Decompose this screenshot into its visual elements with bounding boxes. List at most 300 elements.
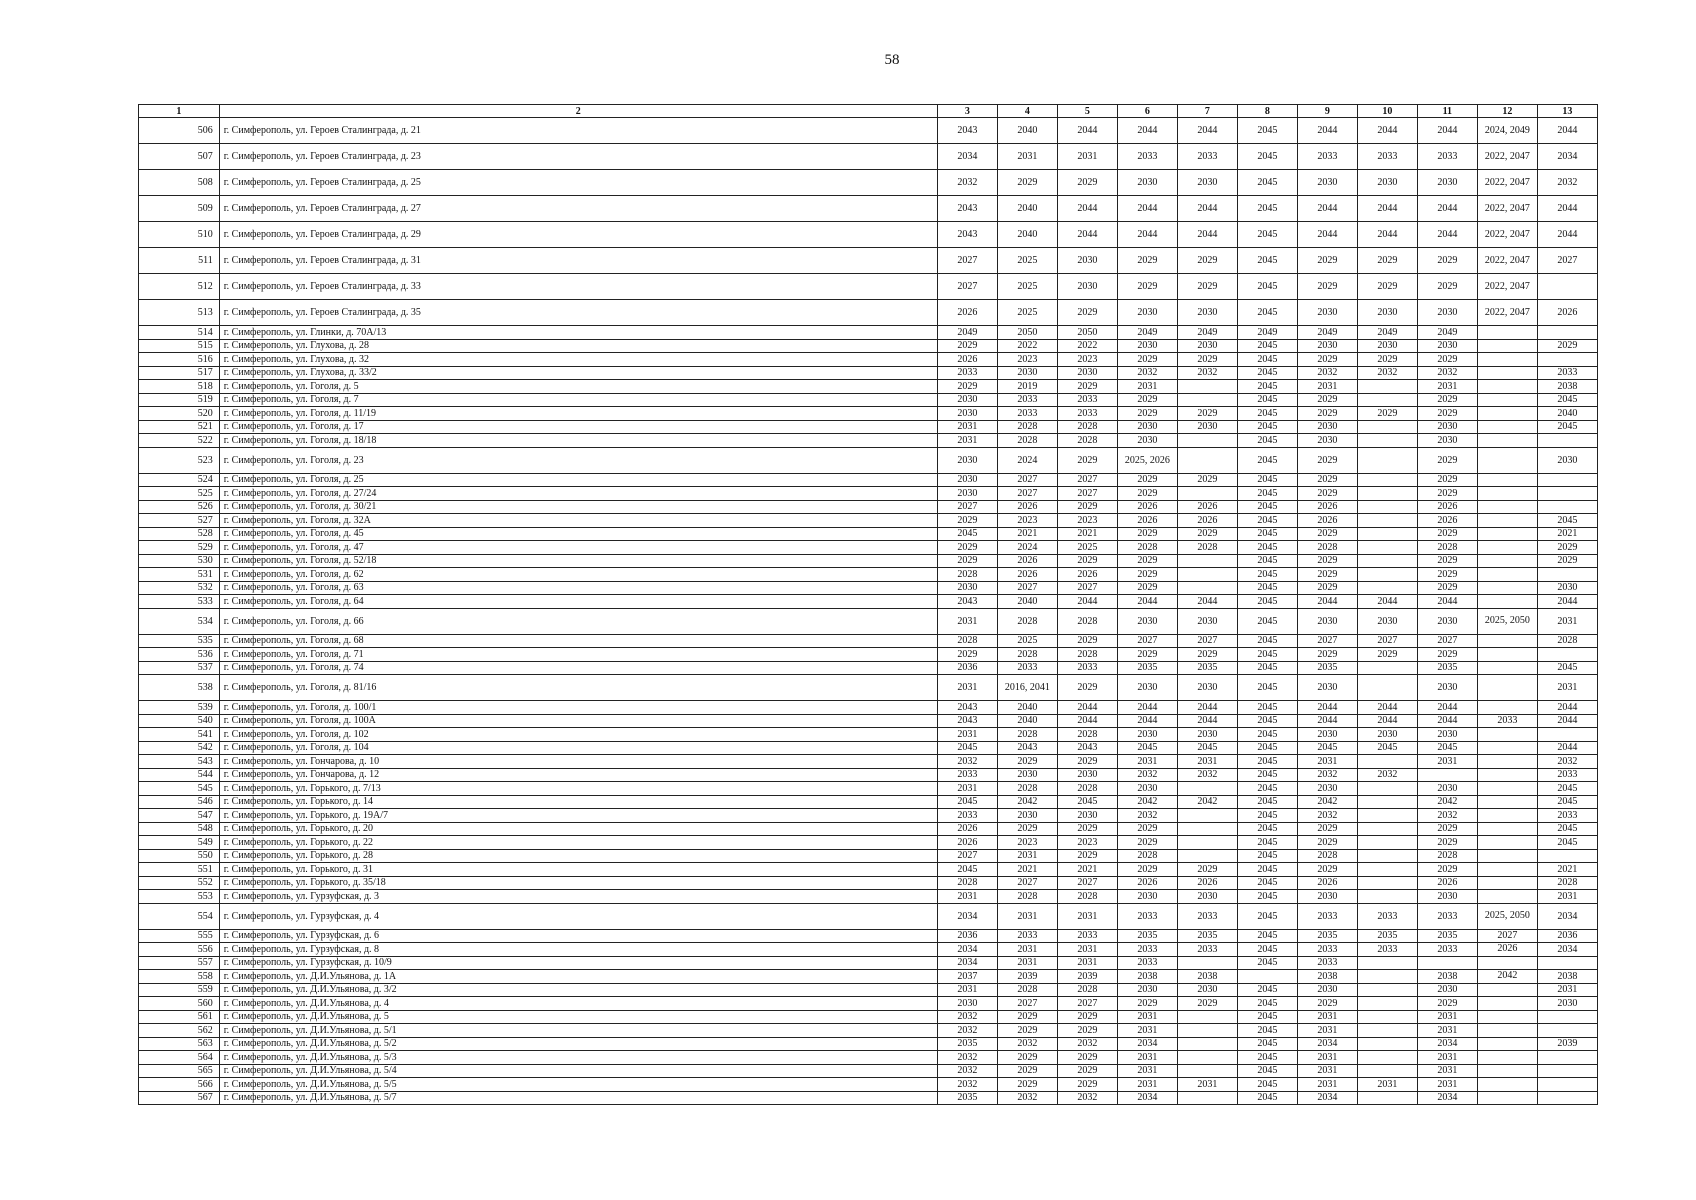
year-cell: 2030 <box>1537 581 1597 595</box>
year-cell <box>1477 500 1537 514</box>
table-row <box>139 768 1598 782</box>
row-number-cell: 553 <box>139 890 220 904</box>
year-cell: 2026 <box>1117 514 1177 528</box>
table-row <box>139 380 1598 394</box>
year-cell: 2029 <box>997 755 1057 769</box>
year-cell <box>1477 849 1537 863</box>
row-number-cell: 521 <box>139 420 220 434</box>
year-cell <box>1477 1051 1537 1065</box>
year-cell: 2021 <box>1537 527 1597 541</box>
year-cell: 2029 <box>1117 407 1177 421</box>
year-cell <box>1357 1024 1417 1038</box>
year-cell: 2044 <box>1057 701 1117 715</box>
year-cell <box>1477 1078 1537 1092</box>
year-cell: 2030 <box>1297 420 1357 434</box>
address-cell: г. Симферополь, ул. Д.И.Ульянова, д. 3/2 <box>219 983 937 997</box>
year-cell: 2029 <box>937 541 997 555</box>
year-cell <box>1477 809 1537 823</box>
address-cell: г. Симферополь, ул. Гоголя, д. 23 <box>219 447 937 473</box>
year-cell: 2045 <box>1237 755 1297 769</box>
year-cell: 2033 <box>1357 144 1417 170</box>
year-cell: 2029 <box>997 1024 1057 1038</box>
address-cell: г. Симферополь, ул. Д.И.Ульянова, д. 4 <box>219 997 937 1011</box>
year-cell: 2029 <box>1417 274 1477 300</box>
year-cell: 2038 <box>1537 970 1597 984</box>
year-cell: 2045 <box>1237 836 1297 850</box>
address-cell: г. Симферополь, ул. Д.И.Ульянова, д. 5/2 <box>219 1037 937 1051</box>
year-cell <box>1357 514 1417 528</box>
row-number-cell: 542 <box>139 741 220 755</box>
year-cell: 2029 <box>1417 248 1477 274</box>
year-cell: 2043 <box>937 714 997 728</box>
year-cell: 2027 <box>1357 634 1417 648</box>
year-cell <box>1357 755 1417 769</box>
address-cell: г. Симферополь, ул. Горького, д. 35/18 <box>219 876 937 890</box>
year-cell: 2029 <box>1417 648 1477 662</box>
year-cell: 2045 <box>1237 118 1297 144</box>
year-cell <box>1477 353 1537 367</box>
year-cell <box>1537 956 1597 970</box>
address-cell: г. Симферополь, ул. Героев Сталинграда, д. 29 <box>219 222 937 248</box>
year-cell: 2045 <box>1237 554 1297 568</box>
year-cell: 2034 <box>1117 1091 1177 1105</box>
year-cell: 2031 <box>937 782 997 796</box>
year-cell: 2029 <box>997 170 1057 196</box>
year-cell: 2043 <box>937 595 997 609</box>
year-cell: 2044 <box>1357 714 1417 728</box>
year-cell: 2035 <box>1357 929 1417 943</box>
year-cell: 2028 <box>1057 434 1117 448</box>
year-cell: 2030 <box>1417 339 1477 353</box>
year-cell: 2031 <box>1057 903 1117 929</box>
year-cell: 2031 <box>997 903 1057 929</box>
year-cell: 2035 <box>1417 929 1477 943</box>
year-cell: 2031 <box>1297 1051 1357 1065</box>
year-cell <box>1477 447 1537 473</box>
address-cell: г. Симферополь, ул. Героев Сталинграда, д. 23 <box>219 144 937 170</box>
year-cell: 2045 <box>1237 608 1297 634</box>
year-cell: 2030 <box>937 393 997 407</box>
year-cell: 2029 <box>1057 554 1117 568</box>
year-cell: 2029 <box>1297 473 1357 487</box>
row-number-cell: 534 <box>139 608 220 634</box>
year-cell: 2032 <box>937 1024 997 1038</box>
year-cell: 2030 <box>1117 300 1177 326</box>
year-cell: 2028 <box>997 782 1057 796</box>
row-number-cell: 563 <box>139 1037 220 1051</box>
year-cell: 2030 <box>1297 890 1357 904</box>
year-cell: 2030 <box>1537 997 1597 1011</box>
year-cell: 2045 <box>1237 929 1297 943</box>
column-header: 10 <box>1357 105 1417 118</box>
year-cell: 2029 <box>1117 997 1177 1011</box>
year-cell: 2029 <box>1057 500 1117 514</box>
year-cell <box>1477 380 1537 394</box>
year-cell: 2026 <box>937 822 997 836</box>
year-cell: 2027 <box>937 849 997 863</box>
year-cell: 2029 <box>1057 170 1117 196</box>
year-cell: 2028 <box>997 434 1057 448</box>
year-cell: 2030 <box>1117 983 1177 997</box>
row-number-cell: 555 <box>139 929 220 943</box>
year-cell: 2042 <box>997 795 1057 809</box>
year-cell: 2030 <box>1117 782 1177 796</box>
year-cell: 2029 <box>1297 648 1357 662</box>
year-cell: 2030 <box>1117 675 1177 701</box>
year-cell: 2030 <box>1177 339 1237 353</box>
year-cell: 2039 <box>1537 1037 1597 1051</box>
year-cell: 2027 <box>1057 876 1117 890</box>
year-cell: 2045 <box>1237 1024 1297 1038</box>
year-cell: 2029 <box>1057 1024 1117 1038</box>
year-cell: 2027 <box>937 500 997 514</box>
year-cell <box>1477 1024 1537 1038</box>
year-cell: 2031 <box>1177 755 1237 769</box>
year-cell: 2028 <box>1057 782 1117 796</box>
address-cell: г. Симферополь, ул. Гурзуфская, д. 6 <box>219 929 937 943</box>
year-cell: 2030 <box>1057 248 1117 274</box>
year-cell: 2028 <box>1177 541 1237 555</box>
year-cell: 2029 <box>1297 997 1357 1011</box>
year-cell: 2045 <box>1237 956 1297 970</box>
year-cell <box>1537 849 1597 863</box>
address-cell: г. Симферополь, ул. Героев Сталинграда, д. 21 <box>219 118 937 144</box>
year-cell: 2049 <box>937 326 997 340</box>
year-cell: 2027 <box>997 997 1057 1011</box>
year-cell: 2022, 2047 <box>1477 144 1537 170</box>
year-cell <box>1177 836 1237 850</box>
year-cell: 2031 <box>997 849 1057 863</box>
year-cell: 2045 <box>1237 366 1297 380</box>
year-cell: 2030 <box>1297 300 1357 326</box>
year-cell <box>1537 353 1597 367</box>
year-cell: 2031 <box>997 943 1057 957</box>
year-cell: 2044 <box>1297 701 1357 715</box>
year-cell: 2030 <box>1057 274 1117 300</box>
year-cell: 2044 <box>1417 196 1477 222</box>
table-row <box>139 407 1598 421</box>
year-cell <box>1177 581 1237 595</box>
year-cell: 2031 <box>1057 956 1117 970</box>
year-cell: 2045 <box>1237 1078 1297 1092</box>
year-cell: 2027 <box>1117 634 1177 648</box>
year-cell: 2031 <box>937 608 997 634</box>
year-cell: 2045 <box>1237 1064 1297 1078</box>
year-cell: 2040 <box>1537 407 1597 421</box>
year-cell: 2029 <box>1057 822 1117 836</box>
year-cell: 2030 <box>1177 983 1237 997</box>
year-cell <box>1477 675 1537 701</box>
year-cell: 2035 <box>937 1037 997 1051</box>
year-cell: 2036 <box>937 661 997 675</box>
year-cell: 2029 <box>1057 675 1117 701</box>
address-cell: г. Симферополь, ул. Гоголя, д. 66 <box>219 608 937 634</box>
year-cell: 2025 <box>997 634 1057 648</box>
year-cell: 2029 <box>1417 554 1477 568</box>
year-cell: 2027 <box>1477 929 1537 943</box>
year-cell: 2044 <box>1177 222 1237 248</box>
year-cell <box>1357 1010 1417 1024</box>
year-cell: 2029 <box>1417 393 1477 407</box>
year-cell: 2025, 2050 <box>1477 608 1537 634</box>
address-cell: г. Симферополь, ул. Горького, д. 14 <box>219 795 937 809</box>
year-cell <box>1477 701 1537 715</box>
year-cell: 2033 <box>1057 661 1117 675</box>
year-cell: 2045 <box>1537 836 1597 850</box>
year-cell: 2045 <box>1237 741 1297 755</box>
year-cell: 2033 <box>1477 714 1537 728</box>
year-cell: 2028 <box>1057 648 1117 662</box>
address-cell: г. Симферополь, ул. Гурзуфская, д. 10/9 <box>219 956 937 970</box>
year-cell: 2045 <box>1537 661 1597 675</box>
year-cell: 2042 <box>1297 795 1357 809</box>
year-cell: 2028 <box>1417 541 1477 555</box>
year-cell: 2029 <box>1117 836 1177 850</box>
year-cell: 2030 <box>1417 728 1477 742</box>
data-table-container <box>138 104 1598 1105</box>
year-cell: 2030 <box>1117 434 1177 448</box>
year-cell: 2044 <box>1117 222 1177 248</box>
year-cell: 2029 <box>1057 1051 1117 1065</box>
year-cell: 2033 <box>1297 943 1357 957</box>
address-cell: г. Симферополь, ул. Д.И.Ульянова, д. 1А <box>219 970 937 984</box>
year-cell: 2029 <box>1537 541 1597 555</box>
year-cell: 2031 <box>997 956 1057 970</box>
year-cell: 2027 <box>1057 581 1117 595</box>
year-cell: 2037 <box>937 970 997 984</box>
year-cell: 2033 <box>1117 956 1177 970</box>
table-row <box>139 849 1598 863</box>
year-cell: 2030 <box>1297 434 1357 448</box>
year-cell: 2045 <box>1357 741 1417 755</box>
year-cell <box>1177 568 1237 582</box>
year-cell: 2044 <box>1537 595 1597 609</box>
year-cell: 2025 <box>997 300 1057 326</box>
year-cell <box>1357 1051 1417 1065</box>
year-cell: 2030 <box>1357 728 1417 742</box>
year-cell: 2035 <box>1177 661 1237 675</box>
year-cell: 2033 <box>1537 768 1597 782</box>
year-cell: 2032 <box>1357 366 1417 380</box>
year-cell: 2045 <box>1237 274 1297 300</box>
year-cell: 2034 <box>1297 1091 1357 1105</box>
year-cell: 2044 <box>1057 118 1117 144</box>
year-cell: 2050 <box>1057 326 1117 340</box>
table-row <box>139 701 1598 715</box>
address-cell: г. Симферополь, ул. Гоголя, д. 100А <box>219 714 937 728</box>
table-row <box>139 527 1598 541</box>
year-cell: 2030 <box>1417 434 1477 448</box>
year-cell <box>1477 983 1537 997</box>
address-cell: г. Симферополь, ул. Д.И.Ульянова, д. 5/1 <box>219 1024 937 1038</box>
year-cell <box>1477 956 1537 970</box>
year-cell: 2035 <box>1297 661 1357 675</box>
column-header: 3 <box>937 105 997 118</box>
year-cell: 2044 <box>1357 222 1417 248</box>
year-cell: 2023 <box>1057 353 1117 367</box>
year-cell: 2029 <box>1177 274 1237 300</box>
year-cell <box>1357 581 1417 595</box>
year-cell: 2026 <box>1297 514 1357 528</box>
year-cell <box>1357 956 1417 970</box>
year-cell <box>1357 1091 1417 1105</box>
year-cell: 2030 <box>1117 608 1177 634</box>
address-cell: г. Симферополь, ул. Гоголя, д. 71 <box>219 648 937 662</box>
address-cell: г. Симферополь, ул. Гоголя, д. 5 <box>219 380 937 394</box>
year-cell: 2030 <box>937 407 997 421</box>
year-cell: 2031 <box>997 144 1057 170</box>
year-cell <box>1177 1024 1237 1038</box>
table-row <box>139 929 1598 943</box>
year-cell <box>1477 514 1537 528</box>
table-row <box>139 1091 1598 1105</box>
year-cell: 2025, 2050 <box>1477 903 1537 929</box>
year-cell: 2045 <box>1417 741 1477 755</box>
year-cell: 2044 <box>1117 196 1177 222</box>
year-cell: 2044 <box>1417 701 1477 715</box>
year-cell: 2040 <box>997 595 1057 609</box>
year-cell: 2026 <box>1417 876 1477 890</box>
row-number-cell: 532 <box>139 581 220 595</box>
year-cell: 2030 <box>1297 983 1357 997</box>
table-body <box>139 105 1598 1105</box>
table-row <box>139 822 1598 836</box>
address-cell: г. Симферополь, ул. Горького, д. 28 <box>219 849 937 863</box>
year-cell <box>1357 554 1417 568</box>
year-cell <box>1537 1024 1597 1038</box>
row-number-cell: 539 <box>139 701 220 715</box>
row-number-cell: 527 <box>139 514 220 528</box>
year-cell: 2029 <box>1057 634 1117 648</box>
year-cell: 2029 <box>1357 248 1417 274</box>
year-cell: 2029 <box>1417 836 1477 850</box>
row-number-cell: 564 <box>139 1051 220 1065</box>
year-cell: 2035 <box>1177 929 1237 943</box>
year-cell: 2029 <box>937 514 997 528</box>
year-cell: 2033 <box>937 809 997 823</box>
row-number-cell: 525 <box>139 487 220 501</box>
year-cell: 2031 <box>1117 1051 1177 1065</box>
year-cell: 2045 <box>1537 795 1597 809</box>
year-cell: 2031 <box>1417 1078 1477 1092</box>
year-cell: 2026 <box>1057 568 1117 582</box>
year-cell <box>1357 447 1417 473</box>
year-cell: 2030 <box>1417 420 1477 434</box>
year-cell: 2029 <box>1057 1010 1117 1024</box>
year-cell: 2022 <box>1057 339 1117 353</box>
year-cell: 2035 <box>937 1091 997 1105</box>
address-cell: г. Симферополь, ул. Гоголя, д. 104 <box>219 741 937 755</box>
year-cell: 2028 <box>1057 420 1117 434</box>
year-cell: 2031 <box>1177 1078 1237 1092</box>
year-cell: 2026 <box>1477 943 1537 957</box>
table-row <box>139 1024 1598 1038</box>
year-cell: 2038 <box>1537 380 1597 394</box>
column-header: 2 <box>219 105 937 118</box>
year-cell <box>1477 661 1537 675</box>
year-cell: 2029 <box>1057 447 1117 473</box>
year-cell: 2044 <box>1057 714 1117 728</box>
year-cell: 2031 <box>1417 1024 1477 1038</box>
address-cell: г. Симферополь, ул. Гоголя, д. 81/16 <box>219 675 937 701</box>
year-cell: 2045 <box>1237 1051 1297 1065</box>
year-cell: 2030 <box>937 447 997 473</box>
year-cell: 2029 <box>1057 849 1117 863</box>
year-cell: 2028 <box>997 983 1057 997</box>
year-cell: 2033 <box>1177 144 1237 170</box>
year-cell: 2049 <box>1297 326 1357 340</box>
table-row <box>139 1010 1598 1024</box>
year-cell: 2033 <box>1117 903 1177 929</box>
year-cell: 2029 <box>1177 353 1237 367</box>
year-cell: 2045 <box>1537 420 1597 434</box>
table-row <box>139 500 1598 514</box>
year-cell: 2029 <box>1417 568 1477 582</box>
year-cell: 2027 <box>937 248 997 274</box>
year-cell: 2031 <box>1297 1024 1357 1038</box>
year-cell <box>1477 890 1537 904</box>
year-cell <box>1477 863 1537 877</box>
year-cell: 2034 <box>1117 1037 1177 1051</box>
table-row <box>139 956 1598 970</box>
year-cell <box>1177 380 1237 394</box>
year-cell: 2045 <box>1237 568 1297 582</box>
address-cell: г. Симферополь, ул. Д.И.Ульянова, д. 5/3 <box>219 1051 937 1065</box>
year-cell: 2027 <box>997 581 1057 595</box>
address-cell: г. Симферополь, ул. Гоголя, д. 47 <box>219 541 937 555</box>
year-cell: 2045 <box>1237 768 1297 782</box>
address-cell: г. Симферополь, ул. Гурзуфская, д. 3 <box>219 890 937 904</box>
row-number-cell: 523 <box>139 447 220 473</box>
year-cell: 2023 <box>997 514 1057 528</box>
year-cell <box>1477 366 1537 380</box>
year-cell: 2028 <box>1057 728 1117 742</box>
year-cell <box>1477 595 1537 609</box>
year-cell: 2045 <box>1237 675 1297 701</box>
year-cell: 2022 <box>997 339 1057 353</box>
year-cell: 2049 <box>1177 326 1237 340</box>
year-cell: 2030 <box>997 809 1057 823</box>
year-cell <box>1357 795 1417 809</box>
year-cell <box>1357 434 1417 448</box>
year-cell: 2044 <box>1297 595 1357 609</box>
year-cell: 2045 <box>1237 1091 1297 1105</box>
table-header-row <box>139 105 1598 118</box>
year-cell <box>1357 983 1417 997</box>
year-cell: 2032 <box>1177 768 1237 782</box>
table-row <box>139 248 1598 274</box>
year-cell <box>1357 527 1417 541</box>
year-cell: 2045 <box>1237 1037 1297 1051</box>
table-row <box>139 487 1598 501</box>
table-row <box>139 890 1598 904</box>
table-row <box>139 836 1598 850</box>
year-cell: 2045 <box>1057 795 1117 809</box>
row-number-cell: 567 <box>139 1091 220 1105</box>
year-cell: 2034 <box>1297 1037 1357 1051</box>
year-cell <box>1537 648 1597 662</box>
year-cell: 2049 <box>1117 326 1177 340</box>
column-header: 4 <box>997 105 1057 118</box>
table-row <box>139 675 1598 701</box>
table-row <box>139 326 1598 340</box>
year-cell: 2023 <box>1057 514 1117 528</box>
year-cell: 2031 <box>1297 755 1357 769</box>
year-cell <box>1537 326 1597 340</box>
year-cell <box>1357 809 1417 823</box>
year-cell: 2028 <box>997 420 1057 434</box>
year-cell: 2045 <box>1237 997 1297 1011</box>
